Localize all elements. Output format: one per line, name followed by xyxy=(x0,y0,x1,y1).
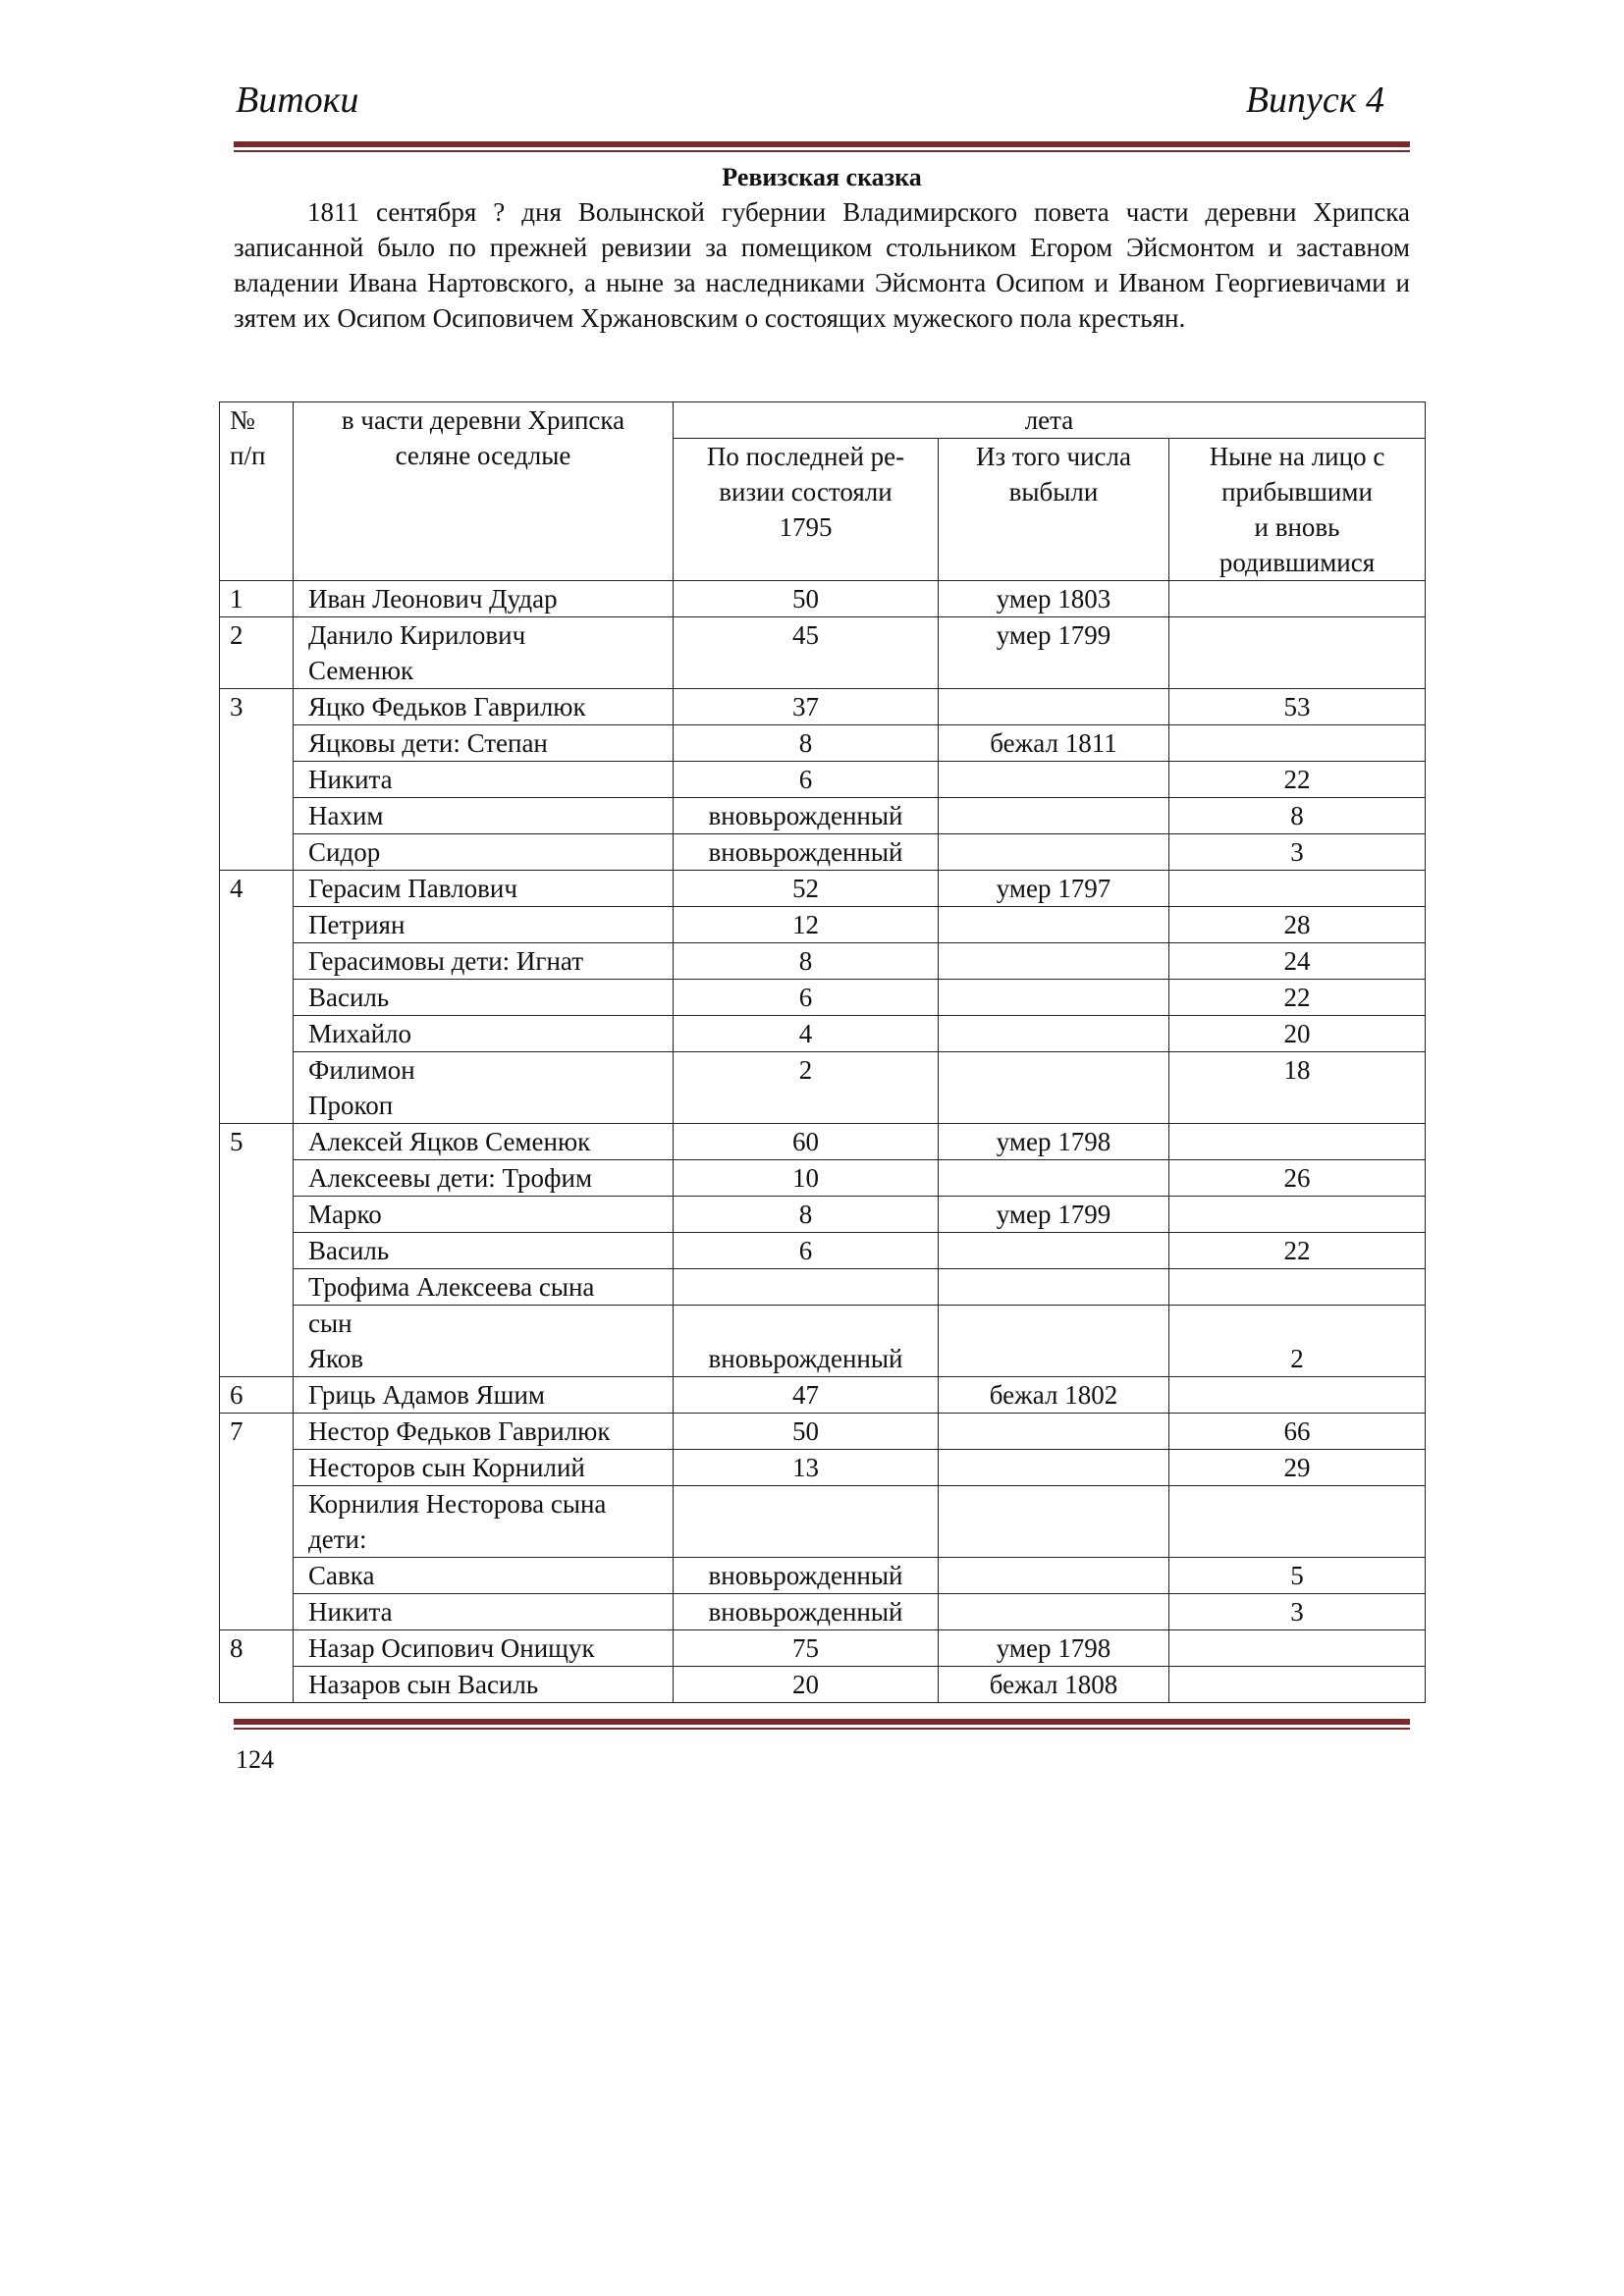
departure-note: бежал 1808 xyxy=(939,1667,1169,1703)
departure-note: умер 1798 xyxy=(939,1630,1169,1667)
table-row xyxy=(220,980,1426,1016)
table-row xyxy=(220,1052,1426,1124)
table-row xyxy=(220,1233,1426,1269)
departure-note xyxy=(939,798,1169,834)
header-rule xyxy=(234,141,1410,152)
departure-note xyxy=(939,834,1169,871)
table-row xyxy=(220,1630,1426,1667)
entry-number: 6 xyxy=(220,1377,294,1414)
current-age: 22 xyxy=(1169,1233,1426,1269)
page-number: 124 xyxy=(236,1745,274,1774)
current-age xyxy=(1169,617,1426,689)
current-age xyxy=(1169,1124,1426,1160)
header-departed: Из того числа выбыли xyxy=(939,439,1169,581)
current-age xyxy=(1169,581,1426,617)
table-row xyxy=(220,871,1426,907)
current-age xyxy=(1169,725,1426,762)
age-1795: 47 xyxy=(674,1377,939,1414)
departure-note xyxy=(939,907,1169,943)
age-1795: 75 xyxy=(674,1630,939,1667)
table-row xyxy=(220,834,1426,871)
departure-note: умер 1803 xyxy=(939,581,1169,617)
current-age: 2 xyxy=(1169,1306,1426,1377)
entry-number: 1 xyxy=(220,581,294,617)
table-row xyxy=(220,798,1426,834)
age-1795: 8 xyxy=(674,943,939,980)
person-name: Яцковы дети: Степан xyxy=(294,725,674,762)
table-row xyxy=(220,762,1426,798)
departure-note: умер 1798 xyxy=(939,1124,1169,1160)
current-age xyxy=(1169,1377,1426,1414)
current-age xyxy=(1169,1197,1426,1233)
person-name: Несторов сын Корнилий xyxy=(294,1450,674,1486)
table-row xyxy=(220,725,1426,762)
departure-note xyxy=(939,980,1169,1016)
entry-number: 4 xyxy=(220,871,294,1124)
table-row xyxy=(220,1306,1426,1377)
person-name: Яцко Федьков Гаврилюк xyxy=(294,689,674,725)
departure-note xyxy=(939,1233,1169,1269)
person-name: Михайло xyxy=(294,1016,674,1052)
current-age: 22 xyxy=(1169,762,1426,798)
person-name: Василь xyxy=(294,980,674,1016)
header-last-revision: По последней ре- визии состояли 1795 xyxy=(674,439,939,581)
footer-rule xyxy=(234,1719,1410,1730)
table-row xyxy=(220,617,1426,689)
entry-number: 5 xyxy=(220,1124,294,1377)
entry-number: 3 xyxy=(220,689,294,871)
entry-number: 8 xyxy=(220,1630,294,1703)
current-age: 18 xyxy=(1169,1052,1426,1124)
age-1795: 52 xyxy=(674,871,939,907)
current-age: 28 xyxy=(1169,907,1426,943)
header-now-present: Ныне на лицо с прибывшими и вновь родившимися xyxy=(1169,439,1426,581)
current-age: 53 xyxy=(1169,689,1426,725)
departure-note xyxy=(939,1558,1169,1594)
table-row xyxy=(220,1160,1426,1197)
current-age: 66 xyxy=(1169,1414,1426,1450)
age-1795: 8 xyxy=(674,1197,939,1233)
age-1795: 12 xyxy=(674,907,939,943)
current-age: 5 xyxy=(1169,1558,1426,1594)
age-1795: 10 xyxy=(674,1160,939,1197)
person-name: Корнилия Несторова сына дети: xyxy=(294,1486,674,1558)
age-1795: 13 xyxy=(674,1450,939,1486)
person-name: Нахим xyxy=(294,798,674,834)
departure-note xyxy=(939,1306,1169,1377)
header-number: № п/п xyxy=(220,402,294,581)
departure-note xyxy=(939,943,1169,980)
current-age: 3 xyxy=(1169,834,1426,871)
header-village: в части деревни Хрипска селяне оседлые xyxy=(294,402,674,581)
age-1795: 8 xyxy=(674,725,939,762)
table-row xyxy=(220,1486,1426,1558)
census-table xyxy=(219,401,1426,1703)
journal-title: Витоки xyxy=(236,80,359,121)
age-1795: 6 xyxy=(674,1233,939,1269)
age-1795: 2 xyxy=(674,1052,939,1124)
departure-note xyxy=(939,689,1169,725)
age-1795: вновьрожденный xyxy=(674,1558,939,1594)
document-title: Ревизская сказка xyxy=(722,163,922,191)
age-1795: 6 xyxy=(674,980,939,1016)
departure-note: умер 1797 xyxy=(939,871,1169,907)
departure-note xyxy=(939,1450,1169,1486)
age-1795: вновьрожденный xyxy=(674,1306,939,1377)
departure-note xyxy=(939,1594,1169,1630)
table-row xyxy=(220,943,1426,980)
departure-note xyxy=(939,1052,1169,1124)
age-1795 xyxy=(674,1269,939,1306)
current-age: 24 xyxy=(1169,943,1426,980)
departure-note xyxy=(939,1414,1169,1450)
departure-note xyxy=(939,1160,1169,1197)
person-name: Алексеевы дети: Трофим xyxy=(294,1160,674,1197)
intro-paragraph: 1811 сентября ? дня Волынской губернии Владимирского повета части деревни Хрипска записанной было по прежней ревизии за помещиком стольником Егором Эйсмонтом и заставном владении Ивана Нартовского, а ныне за наследниками Эйсмонта Осипом и Иваном Георгиевичами и зятем их Осипом Осиповичем Хржановским о состоящих мужеского пола крестьян. xyxy=(234,197,1410,333)
departure-note xyxy=(939,762,1169,798)
person-name: Никита xyxy=(294,762,674,798)
person-name: Филимон Прокоп xyxy=(294,1052,674,1124)
table-row xyxy=(220,1667,1426,1703)
age-1795: 4 xyxy=(674,1016,939,1052)
current-age xyxy=(1169,1486,1426,1558)
departure-note xyxy=(939,1486,1169,1558)
person-name: Герасимовы дети: Игнат xyxy=(294,943,674,980)
current-age: 29 xyxy=(1169,1450,1426,1486)
age-1795: 37 xyxy=(674,689,939,725)
table-row xyxy=(220,1594,1426,1630)
table-row xyxy=(220,907,1426,943)
header-years: лета xyxy=(674,402,1426,439)
table-row xyxy=(220,1450,1426,1486)
age-1795 xyxy=(674,1486,939,1558)
person-name: Петриян xyxy=(294,907,674,943)
table-row xyxy=(220,1124,1426,1160)
age-1795: вновьрожденный xyxy=(674,834,939,871)
age-1795: 6 xyxy=(674,762,939,798)
table-row xyxy=(220,1414,1426,1450)
current-age: 26 xyxy=(1169,1160,1426,1197)
table-header-row xyxy=(220,402,1426,439)
departure-note: бежал 1811 xyxy=(939,725,1169,762)
entry-number: 2 xyxy=(220,617,294,689)
current-age: 3 xyxy=(1169,1594,1426,1630)
person-name: Нестор Федьков Гаврилюк xyxy=(294,1414,674,1450)
person-name: Марко xyxy=(294,1197,674,1233)
current-age: 8 xyxy=(1169,798,1426,834)
person-name: Иван Леонович Дудар xyxy=(294,581,674,617)
departure-note xyxy=(939,1269,1169,1306)
departure-note: умер 1799 xyxy=(939,617,1169,689)
table-row xyxy=(220,1558,1426,1594)
issue-number: Випуск 4 xyxy=(1245,80,1384,121)
age-1795: 20 xyxy=(674,1667,939,1703)
person-name: Алексей Яцков Семенюк xyxy=(294,1124,674,1160)
current-age xyxy=(1169,1630,1426,1667)
person-name: Савка xyxy=(294,1558,674,1594)
departure-note xyxy=(939,1016,1169,1052)
current-age: 22 xyxy=(1169,980,1426,1016)
person-name: Герасим Павлович xyxy=(294,871,674,907)
current-age: 20 xyxy=(1169,1016,1426,1052)
person-name: Трофима Алексеева сына xyxy=(294,1269,674,1306)
person-name: Василь xyxy=(294,1233,674,1269)
person-name: Данило Кирилович Семенюк xyxy=(294,617,674,689)
person-name: Сидор xyxy=(294,834,674,871)
age-1795: 50 xyxy=(674,581,939,617)
departure-note: умер 1799 xyxy=(939,1197,1169,1233)
age-1795: 45 xyxy=(674,617,939,689)
entry-number: 7 xyxy=(220,1414,294,1630)
current-age xyxy=(1169,1667,1426,1703)
person-name: Назар Осипович Онищук xyxy=(294,1630,674,1667)
current-age xyxy=(1169,1269,1426,1306)
table-row xyxy=(220,689,1426,725)
table-row xyxy=(220,1377,1426,1414)
table-row xyxy=(220,1197,1426,1233)
person-name: Никита xyxy=(294,1594,674,1630)
person-name: сын Яков xyxy=(294,1306,674,1377)
departure-note: бежал 1802 xyxy=(939,1377,1169,1414)
age-1795: вновьрожденный xyxy=(674,1594,939,1630)
table-row xyxy=(220,1016,1426,1052)
person-name: Гриць Адамов Яшим xyxy=(294,1377,674,1414)
table-row xyxy=(220,1269,1426,1306)
age-1795: 60 xyxy=(674,1124,939,1160)
age-1795: 50 xyxy=(674,1414,939,1450)
age-1795: вновьрожденный xyxy=(674,798,939,834)
person-name: Назаров сын Василь xyxy=(294,1667,674,1703)
current-age xyxy=(1169,871,1426,907)
table-row xyxy=(220,581,1426,617)
